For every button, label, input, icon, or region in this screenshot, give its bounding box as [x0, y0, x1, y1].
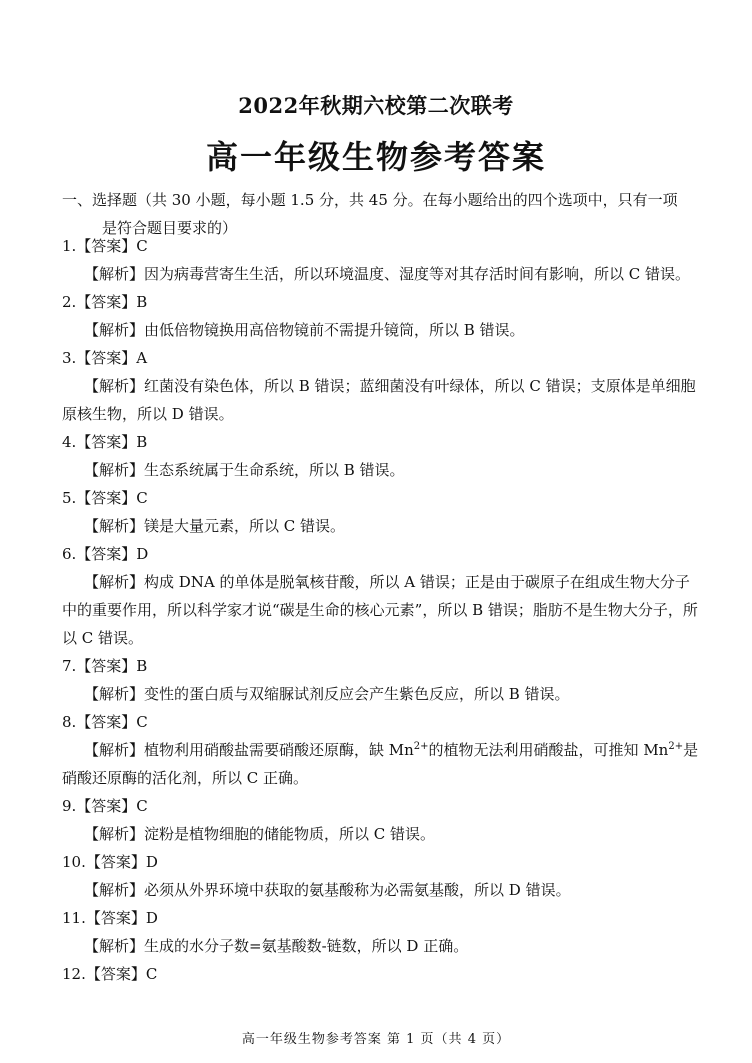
answer-explanation: 【解析】构成 DNA 的单体是脱氧核苷酸，所以 A 错误；正是由于碳原子在组成生物大分子中的重要作用，所以科学家才说“碳是生命的核心元素”，所以 B 错误；脂肪不是生物大分子，所以 C 错误。	[62, 573, 698, 647]
answer-explanation: 【解析】镁是大量元素，所以 C 错误。	[84, 517, 346, 535]
page-footer: 高一年级生物参考答案 第 1 页（共 4 页）	[241, 1032, 511, 1047]
answer-item-10	[62, 848, 702, 904]
answer-label: 4.【答案】B	[62, 433, 148, 451]
answer-item-6	[62, 540, 702, 652]
answer-label: 3.【答案】A	[62, 349, 148, 367]
answer-item-3	[62, 344, 702, 428]
answer-item-2	[62, 288, 702, 344]
answer-item-7	[62, 652, 702, 708]
answer-label: 8.【答案】C	[62, 713, 148, 731]
answer-item-8	[62, 708, 702, 792]
answer-explanation: 【解析】由低倍物镜换用高倍物镜前不需提升镜筒，所以 B 错误。	[84, 321, 525, 339]
answer-label: 9.【答案】C	[62, 797, 148, 815]
explanation-text: 是硝酸还原酶的活化剂，所以 C 正确。	[62, 741, 699, 787]
answer-label: 7.【答案】B	[62, 657, 148, 675]
answer-label: 6.【答案】D	[62, 545, 149, 563]
answer-explanation: 【解析】淀粉是植物细胞的储能物质，所以 C 错误。	[84, 825, 436, 843]
explanation-text: 的植物无法利用硝酸盐，可推知 Mn	[428, 741, 669, 759]
answer-item-5	[62, 484, 702, 540]
answer-explanation	[62, 736, 702, 792]
superscript: 2+	[413, 741, 429, 752]
section-heading-line2: 是符合题目要求的）	[102, 219, 238, 237]
answer-label: 1.【答案】C	[62, 237, 148, 255]
answer-explanation: 【解析】红菌没有染色体，所以 B 错误；蓝细菌没有叶绿体，所以 C 错误；支原体是单细胞原核生物，所以 D 错误。	[62, 377, 696, 423]
section-heading-line1: 一、选择题（共 30 小题，每小题 1.5 分，共 45 分。在每小题给出的四个选项中，只有一项	[62, 191, 678, 209]
answer-explanation: 【解析】生成的水分子数=氨基酸数-链数，所以 D 正确。	[84, 937, 469, 955]
answer-list	[62, 232, 702, 988]
answer-explanation: 【解析】变性的蛋白质与双缩脲试剂反应会产生紫色反应，所以 B 错误。	[84, 685, 570, 703]
answer-item-11	[62, 904, 702, 960]
answer-item-1	[62, 232, 702, 288]
answer-explanation: 【解析】因为病毒营寄生生活，所以环境温度、湿度等对其存活时间有影响，所以 C 错误。	[84, 265, 691, 283]
document-title: 高一年级生物参考答案	[205, 138, 546, 176]
exam-title: 2022年秋期六校第二次联考	[238, 93, 514, 118]
answer-item-9	[62, 792, 702, 848]
answer-explanation: 【解析】必须从外界环境中获取的氨基酸称为必需氨基酸，所以 D 错误。	[84, 881, 571, 899]
superscript: 2+	[668, 741, 684, 752]
answer-label: 11.【答案】D	[62, 909, 158, 927]
explanation-text: 【解析】植物利用硝酸盐需要硝酸还原酶，缺 Mn	[84, 741, 414, 759]
answer-explanation: 【解析】生态系统属于生命系统，所以 B 错误。	[84, 461, 405, 479]
answer-label: 2.【答案】B	[62, 293, 148, 311]
answer-label: 10.【答案】D	[62, 853, 158, 871]
answer-item-4	[62, 428, 702, 484]
answer-label: 5.【答案】C	[62, 489, 148, 507]
answer-label: 12.【答案】C	[62, 965, 158, 983]
answer-item-12	[62, 960, 702, 988]
